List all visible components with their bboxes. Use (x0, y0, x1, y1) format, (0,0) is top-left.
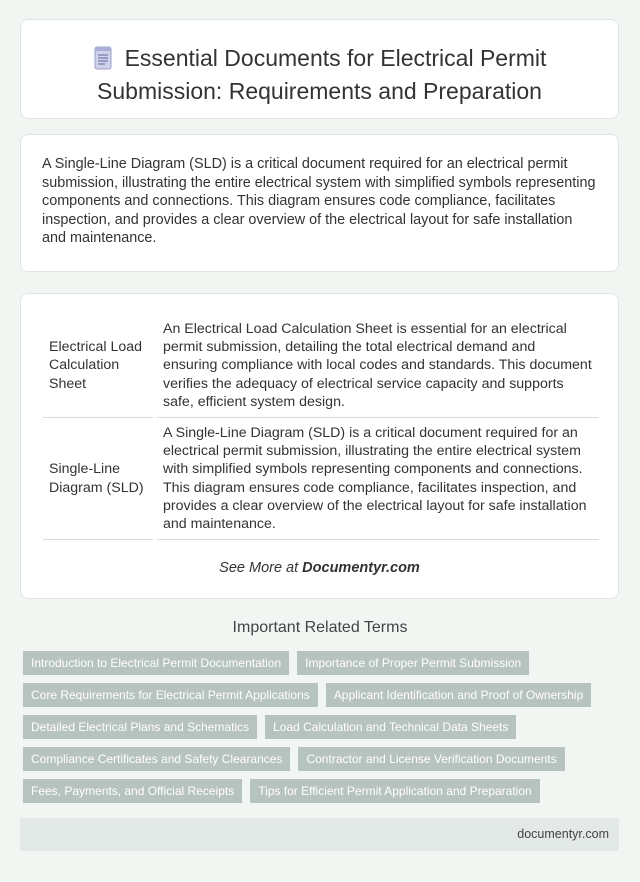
table-term: Electrical Load Calculation Sheet (43, 314, 155, 418)
table-description: An Electrical Load Calculation Sheet is essential for an electrical permit submission, detailing the total electrical demand and ensuring compliance with local codes and standards. This document verifies the adequacy of electrical service capacity and supports safe, efficient system design. (155, 314, 599, 418)
see-more-link[interactable] (21, 560, 618, 576)
page-title (21, 44, 618, 106)
related-term-tag[interactable]: Compliance Certificates and Safety Clearances (23, 747, 290, 771)
see-more-prefix: See More at (219, 560, 303, 576)
title-line-1: Essential Documents for Electrical Permit (124, 45, 547, 71)
intro-card (20, 134, 619, 272)
intro-paragraph: A Single-Line Diagram (SLD) is a critical document required for an electrical permit submission, illustrating the entire electrical system with simplified symbols representing components and connections. This diagram ensures code compliance, facilitates inspection, and provides a clear overview of the electrical layout for safe installation and maintenance. (42, 156, 596, 246)
table-description: A Single-Line Diagram (SLD) is a critical document required for an electrical permit submission, illustrating the entire electrical system with simplified symbols representing components and connections. This diagram ensures code compliance, facilitates inspection, and provides a clear overview of the electrical layout for safe installation and maintenance. (155, 418, 599, 540)
related-term-tag[interactable]: Contractor and License Verification Documents (298, 747, 564, 771)
related-term-tag[interactable]: Fees, Payments, and Official Receipts (23, 779, 242, 803)
table-term: Single-Line Diagram (SLD) (43, 418, 155, 540)
table-row (43, 418, 599, 540)
related-term-tag[interactable]: Applicant Identification and Proof of Ownership (326, 683, 591, 707)
table-row (43, 314, 599, 418)
title-card (20, 19, 619, 119)
related-term-tag[interactable]: Introduction to Electrical Permit Documentation (23, 651, 289, 675)
documents-table-card (20, 293, 619, 599)
related-terms-list (23, 651, 603, 803)
footer (20, 818, 619, 851)
see-more-site[interactable]: Documentyr.com (302, 560, 420, 576)
related-term-tag[interactable]: Tips for Efficient Permit Application and Preparation (250, 779, 539, 803)
related-term-tag[interactable]: Load Calculation and Technical Data Sheets (265, 715, 516, 739)
title-line-2: Submission: Requirements and Preparation (97, 78, 542, 104)
related-term-tag[interactable]: Importance of Proper Permit Submission (297, 651, 529, 675)
documents-table (43, 314, 599, 540)
related-term-tag[interactable]: Detailed Electrical Plans and Schematics (23, 715, 257, 739)
related-term-tag[interactable]: Core Requirements for Electrical Permit Applications (23, 683, 318, 707)
document-icon (93, 46, 113, 77)
footer-site-link[interactable]: documentyr.com (517, 827, 609, 841)
related-terms-heading: Important Related Terms (232, 619, 408, 636)
